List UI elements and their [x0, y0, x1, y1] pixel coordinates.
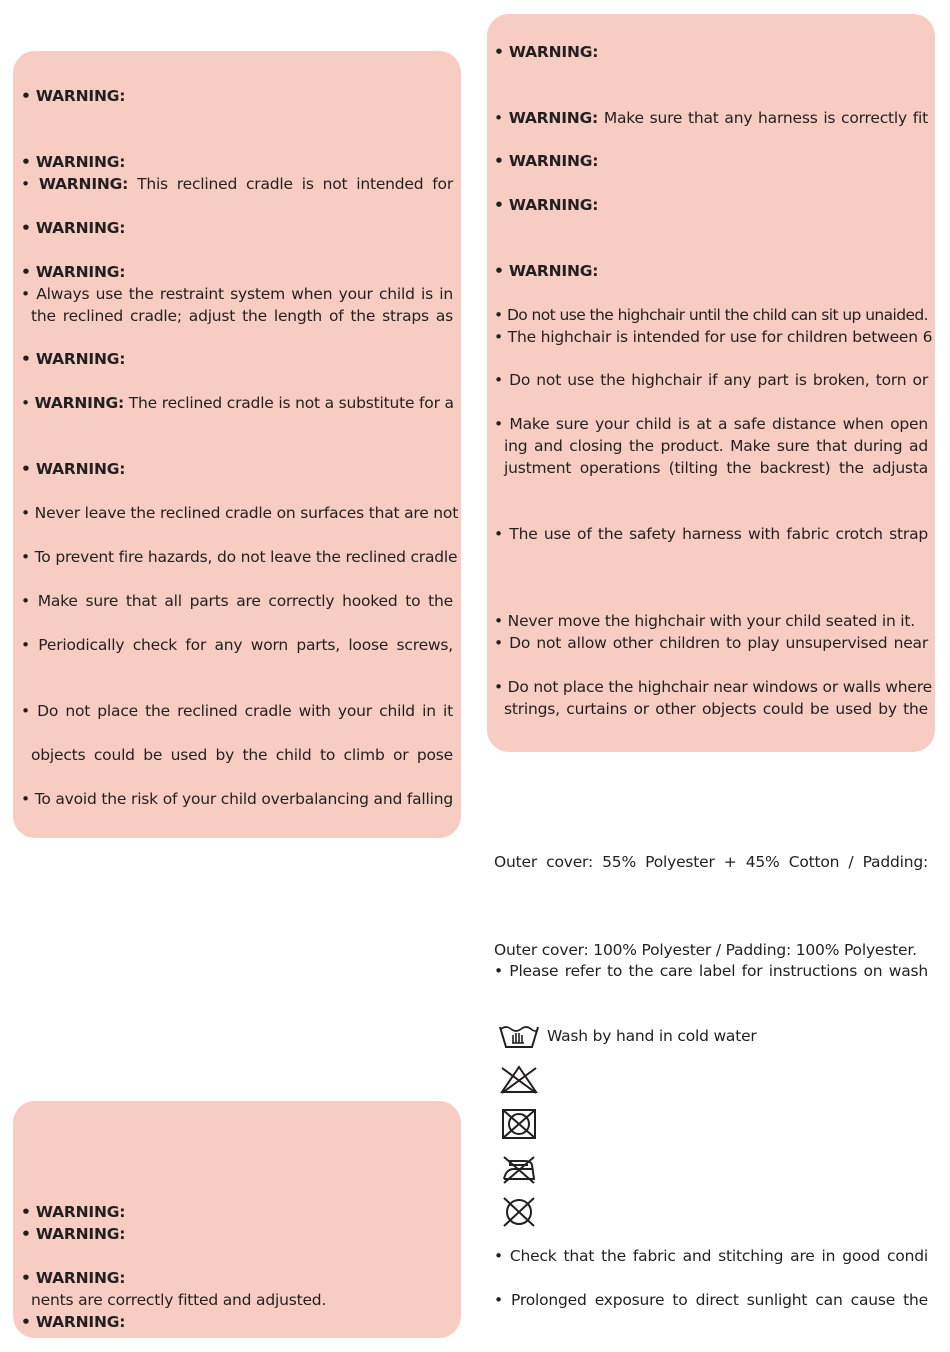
no-tumble-dry-icon [498, 1109, 540, 1139]
warning-line: • WARNING: [21, 1224, 453, 1244]
bullet-line: • Periodically check for any worn parts, loose screws, [21, 635, 453, 655]
continuation-line: strings, curtains or other objects could be used by the [504, 700, 928, 718]
bullet-line: • Do not use the highchair until the child can sit up unaided. [494, 305, 928, 325]
bullet-line: • Do not allow other children to play unsupervised near [494, 633, 928, 653]
continuation-line: objects could be used by the child to climb or pose [31, 746, 453, 764]
warning-line: • WARNING: [494, 42, 928, 62]
no-bleach-icon [498, 1065, 540, 1095]
warning-line: • WARNING: [21, 152, 453, 172]
bullet-line: • The highchair is intended for use for children between 6 [494, 327, 928, 347]
bullet-line: • Never leave the reclined cradle on surfaces that are not [21, 503, 453, 523]
warning-line: • WARNING: [21, 1268, 453, 1288]
continuation-line: nents are correctly fitted and adjusted. [31, 1291, 327, 1309]
bullet-line: • Make sure that all parts are correctly hooked to the [21, 591, 453, 611]
bullet-line: • Do not place the reclined cradle with your child in it [21, 701, 453, 721]
bullet-line: • Always use the restraint system when your child is in [21, 284, 453, 304]
bullet-line: • The use of the safety harness with fabric crotch strap [494, 524, 928, 544]
no-iron-icon [498, 1155, 540, 1185]
warning-line: • WARNING: Make sure that any harness is correctly fit [494, 108, 928, 128]
bullet-line: • To prevent fire hazards, do not leave the reclined cradle [21, 547, 453, 567]
warning-line: • WARNING: [21, 1202, 453, 1222]
warning-line: • WARNING: [21, 349, 453, 369]
warning-line: • WARNING: [21, 262, 453, 282]
sunlight-line: • Prolonged exposure to direct sunlight can cause the [494, 1290, 928, 1310]
warning-line: • WARNING: [21, 218, 453, 238]
care-label-line: • Please refer to the care label for instructions on wash [494, 961, 928, 981]
material-line-1: Outer cover: 55% Polyester + 45% Cotton / Padding: [494, 853, 928, 871]
continuation-line: ing and closing the product. Make sure that during ad [504, 437, 928, 455]
bullet-line: • To avoid the risk of your child overbalancing and falling [21, 789, 453, 809]
warning-line: • WARNING: [21, 1312, 453, 1332]
bullet-line: • Never move the highchair with your child seated in it. [494, 611, 928, 631]
continuation-line: the reclined cradle; adjust the length of the straps as [31, 307, 453, 325]
warning-line: • WARNING: [21, 86, 453, 106]
warning-line: • WARNING: [494, 261, 928, 281]
hand-wash-icon [498, 1021, 540, 1051]
continuation-line: justment operations (tilting the backrest) the adjusta [504, 459, 928, 477]
warning-line: • WARNING: This reclined cradle is not intended for [21, 174, 453, 194]
fabric-check-line: • Check that the fabric and stitching are in good condi [494, 1246, 928, 1266]
warning-line: • WARNING: [21, 459, 453, 479]
bullet-line: • Do not place the highchair near windows or walls where [494, 677, 928, 697]
warning-line: • WARNING: [494, 151, 928, 171]
material-line-2: Outer cover: 100% Polyester / Padding: 100% Polyester. [494, 941, 917, 959]
wash-label: Wash by hand in cold water [547, 1027, 757, 1045]
warning-line: • WARNING: The reclined cradle is not a substitute for a [21, 393, 453, 413]
no-dry-clean-icon [498, 1197, 540, 1227]
bullet-line: • Make sure your child is at a safe distance when open [494, 414, 928, 434]
warning-line: • WARNING: [494, 195, 928, 215]
bullet-line: • Do not use the highchair if any part is broken, torn or [494, 370, 928, 390]
